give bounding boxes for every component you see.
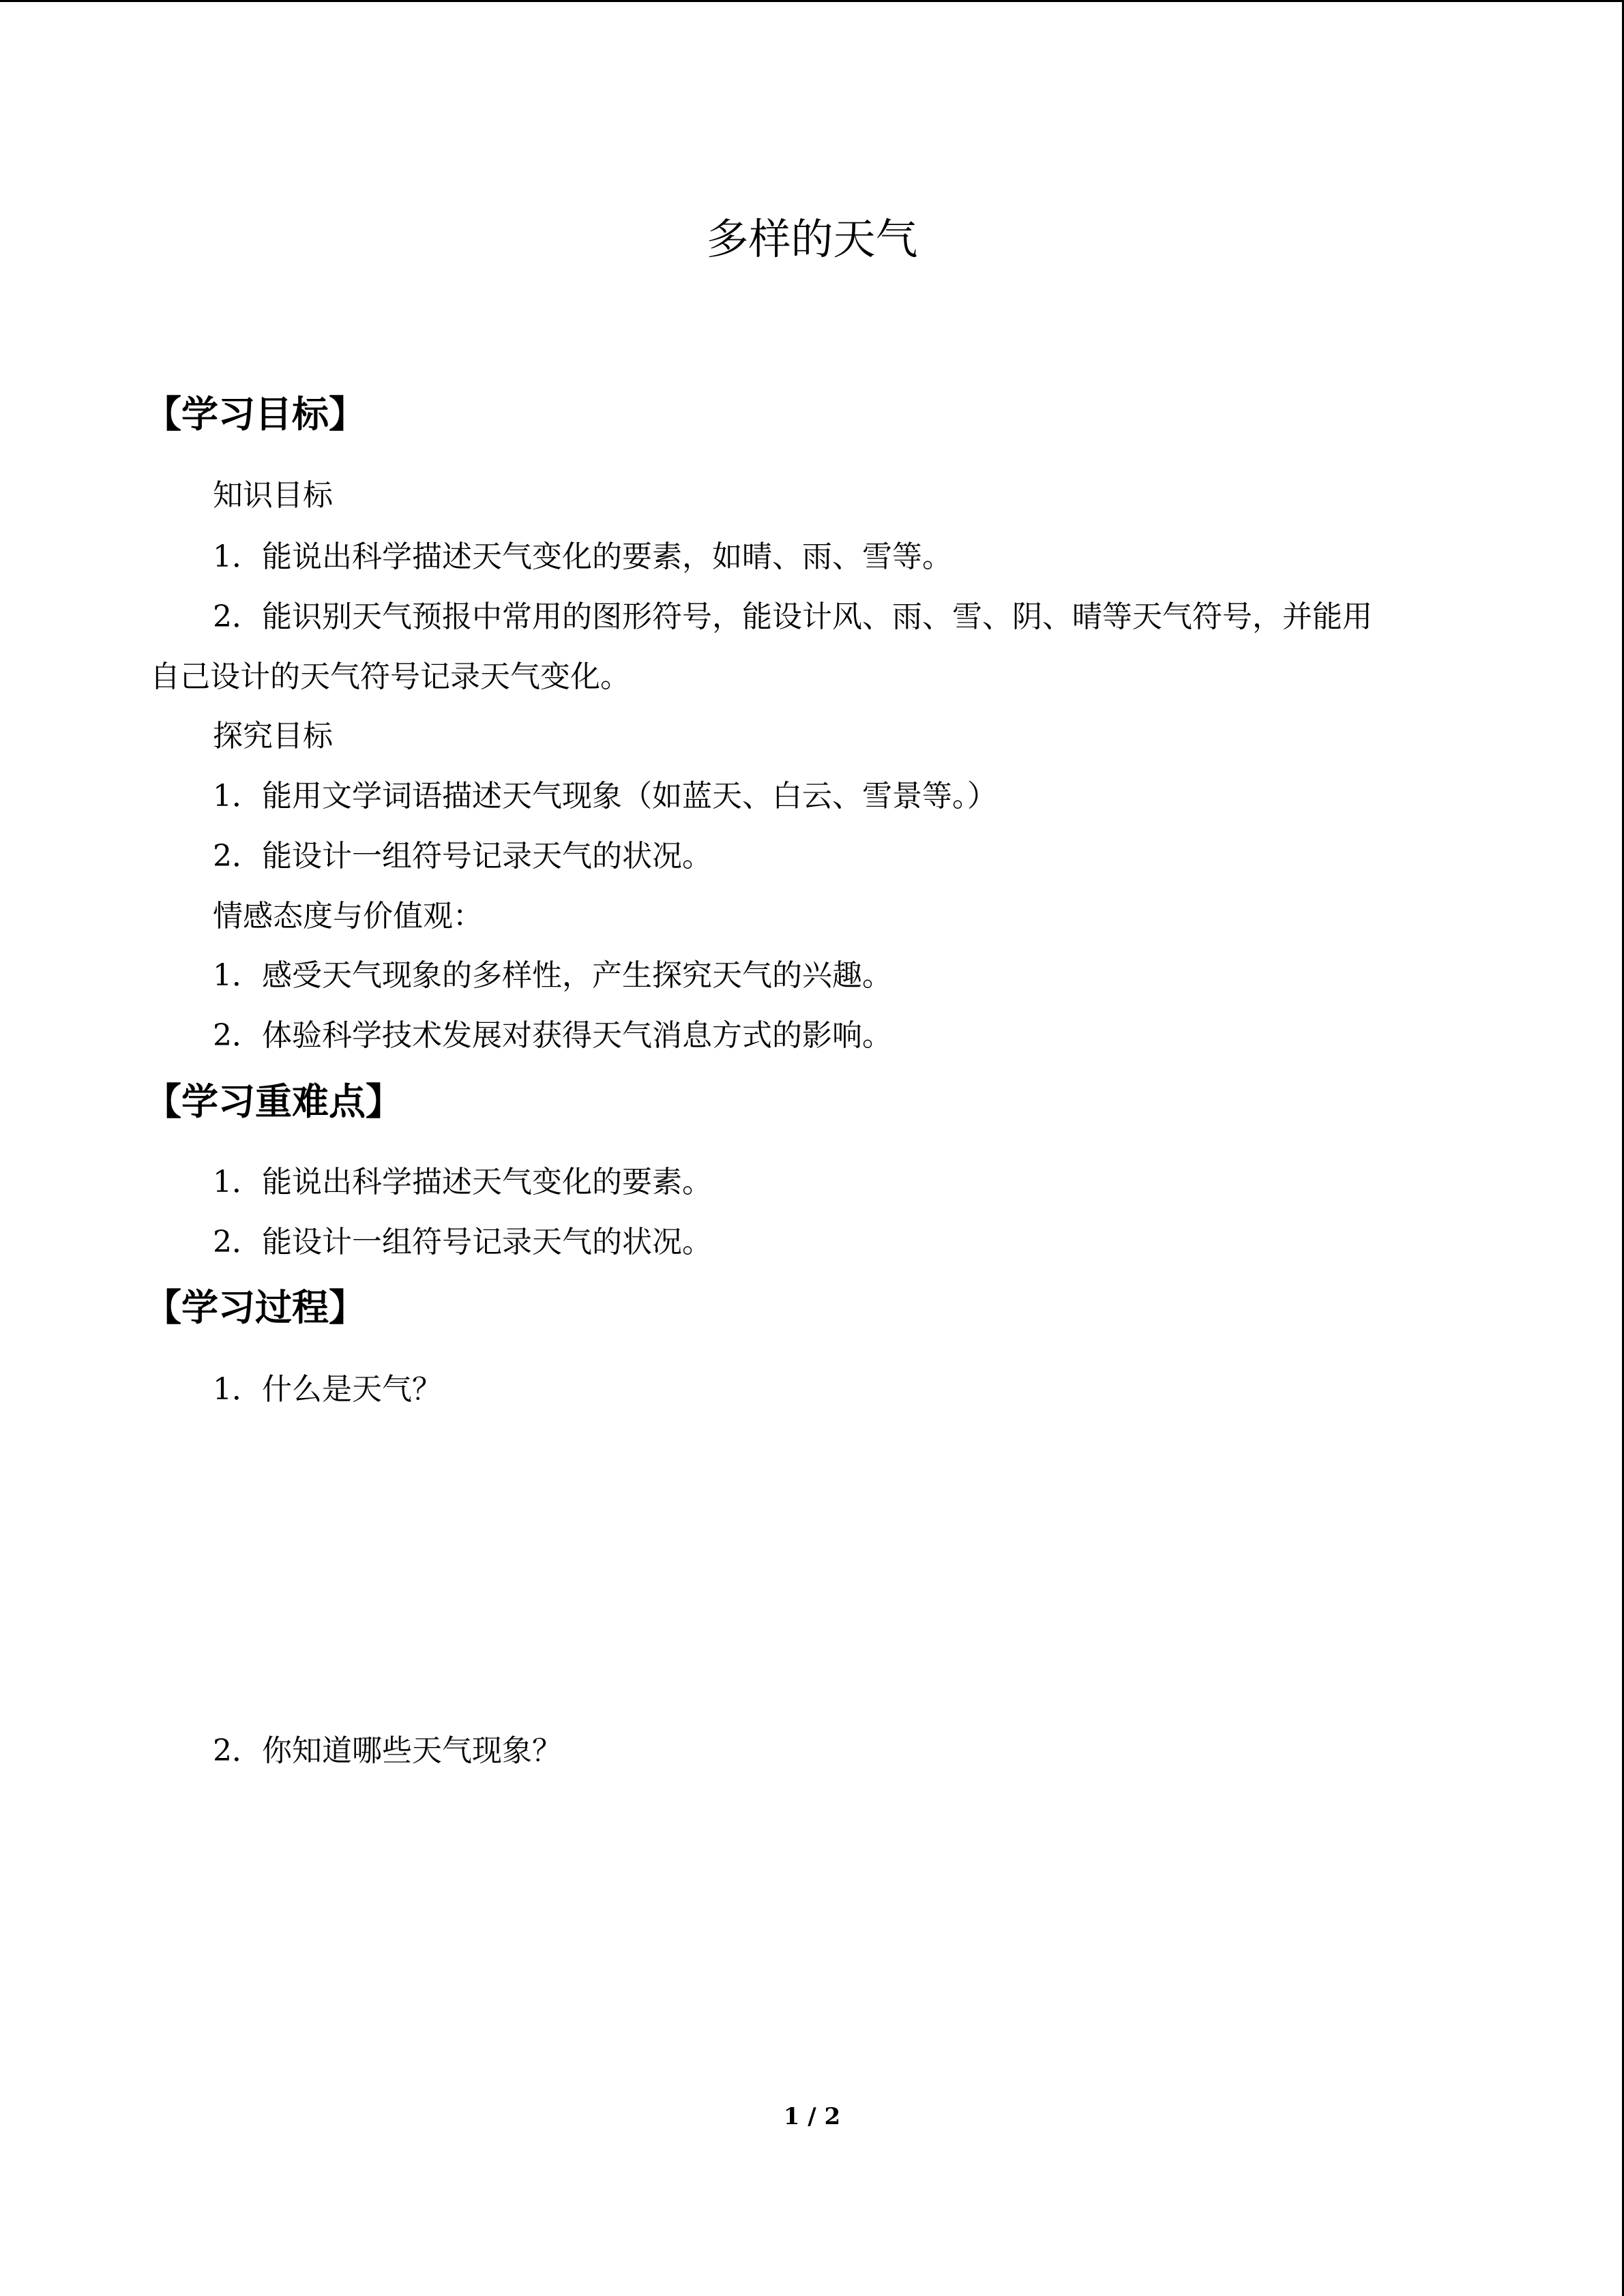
attitude-objectives-label: 情感态度与价值观： (213, 899, 483, 934)
page-number: 1 / 2 (783, 2103, 841, 2130)
attitude-objective-2: 2．体验科学技术发展对获得天气消息方式的影响。 (213, 1018, 892, 1053)
inquiry-objective-2: 2．能设计一组符号记录天气的状况。 (213, 839, 712, 874)
process-question-1: 1．什么是天气？ (213, 1372, 442, 1407)
inquiry-objectives-label: 探究目标 (213, 719, 333, 754)
knowledge-objective-2-continued: 自己设计的天气符号记录天气变化。 (150, 659, 630, 694)
section-heading-objectives: 【学习目标】 (145, 393, 366, 436)
attitude-objective-1: 1．感受天气现象的多样性，产生探究天气的兴趣。 (213, 958, 892, 993)
key-point-1: 1．能说出科学描述天气变化的要素。 (213, 1165, 712, 1199)
process-question-2: 2．你知道哪些天气现象？ (213, 1733, 562, 1768)
knowledge-objective-1: 1．能说出科学描述天气变化的要素，如晴、雨、雪等。 (213, 539, 952, 574)
section-heading-process: 【学习过程】 (145, 1286, 366, 1329)
document-title: 多样的天气 (706, 214, 918, 264)
key-point-2: 2．能设计一组符号记录天气的状况。 (213, 1225, 712, 1259)
inquiry-objective-1: 1．能用文学词语描述天气现象（如蓝天、白云、雪景等。） (213, 779, 997, 814)
section-heading-key-points: 【学习重难点】 (145, 1080, 402, 1123)
knowledge-objective-2: 2．能识别天气预报中常用的图形符号，能设计风、雨、雪、阴、晴等天气符号，并能用 (213, 599, 1372, 634)
knowledge-objectives-label: 知识目标 (213, 478, 333, 513)
